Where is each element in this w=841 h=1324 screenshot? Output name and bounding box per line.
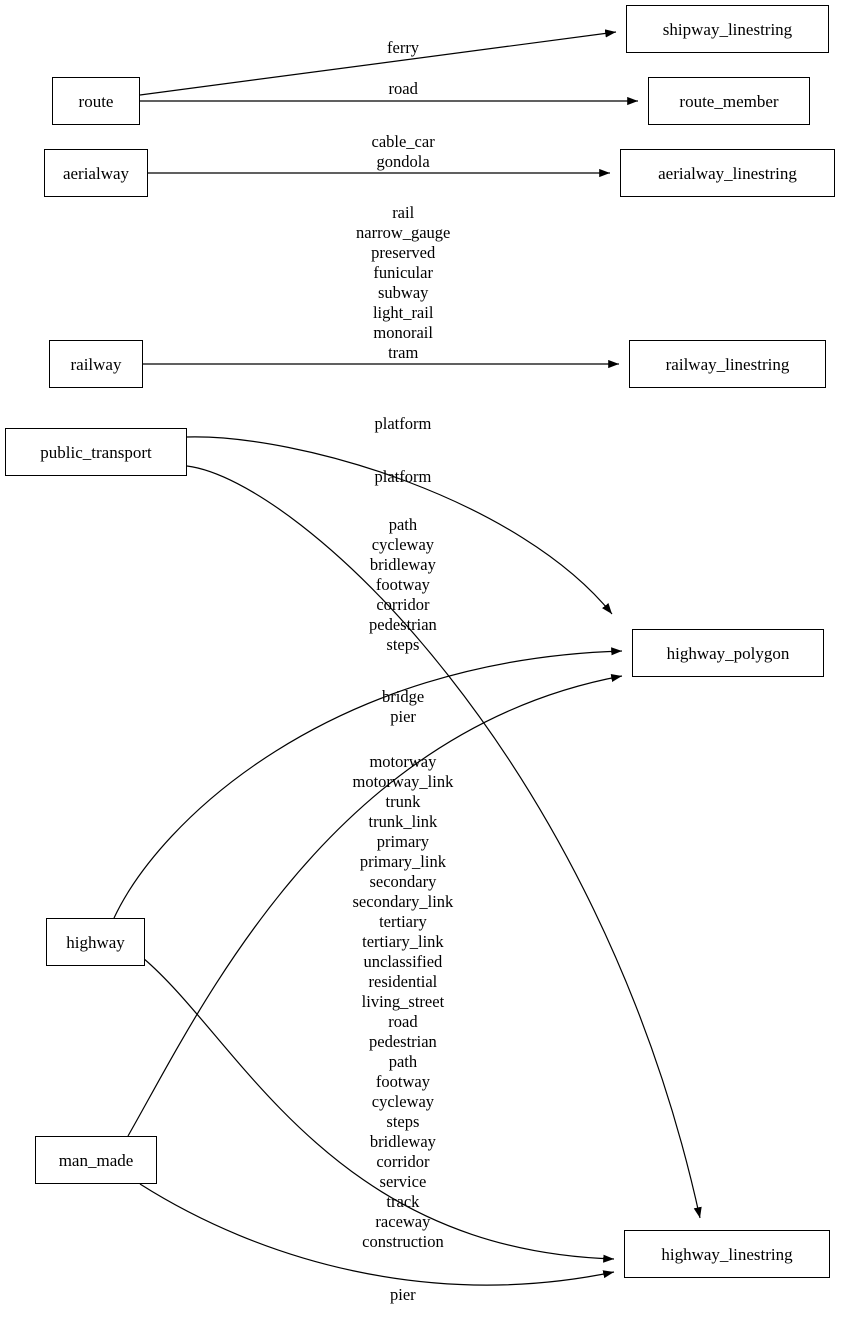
edge-label-line: path xyxy=(388,515,418,534)
edge-label-line: corridor xyxy=(376,1152,430,1171)
edge-label-line: cable_car xyxy=(371,132,435,151)
node-highway_polygon[interactable] xyxy=(632,629,824,677)
edge-label-line: secondary_link xyxy=(352,892,454,911)
node-aerialway_linestring[interactable] xyxy=(620,149,835,197)
edge-label-line: living_street xyxy=(361,992,445,1011)
edge-label-line: monorail xyxy=(373,323,433,342)
edge-label-line: track xyxy=(386,1192,420,1211)
node-label: highway_linestring xyxy=(661,1244,793,1264)
edge-label-line: platform xyxy=(374,414,432,433)
edge-label-line: steps xyxy=(386,1112,420,1131)
edge-label-railway-to-railway_linestring xyxy=(356,203,450,363)
edge-label-line: footway xyxy=(375,575,430,594)
node-public_transport[interactable] xyxy=(5,428,187,476)
node-label: shipway_linestring xyxy=(662,19,793,39)
edge-label-line: ferry xyxy=(387,38,420,57)
node-label: highway xyxy=(66,932,125,952)
edge-label-man_made-to-highway_polygon xyxy=(382,687,424,727)
edge-label-line: road xyxy=(388,1012,418,1031)
edge-label-line: subway xyxy=(377,283,429,302)
node-label: highway_polygon xyxy=(666,643,790,663)
edge-label-line: primary_link xyxy=(359,852,446,871)
node-label: public_transport xyxy=(40,442,152,462)
edge-label-line: unclassified xyxy=(363,952,443,971)
edge-label-line: bridleway xyxy=(369,1132,436,1151)
edge-label-line: rail xyxy=(392,203,415,222)
edge-label-line: secondary xyxy=(369,872,437,891)
edge-label-route-to-shipway_linestring xyxy=(387,38,419,58)
edge-label-line: service xyxy=(379,1172,427,1191)
edge-label-line: residential xyxy=(368,972,438,991)
edge-label-line: construction xyxy=(362,1232,444,1251)
node-label: railway_linestring xyxy=(665,354,790,374)
edge-label-line: pedestrian xyxy=(369,615,437,634)
node-aerialway[interactable] xyxy=(44,149,148,197)
edge-label-line: bridge xyxy=(382,687,425,706)
edge-label-line: trunk_link xyxy=(368,812,438,831)
edge-label-line: footway xyxy=(375,1072,430,1091)
edge-label-line: raceway xyxy=(375,1212,431,1231)
edge-label-line: tram xyxy=(388,343,419,362)
node-label: route xyxy=(78,91,114,111)
edge-label-line: preserved xyxy=(371,243,436,262)
edge-label-line: funicular xyxy=(373,263,433,282)
edge-label-aerialway-to-aerialway_linestring xyxy=(372,132,435,172)
edge-label-line: cycleway xyxy=(371,1092,435,1111)
node-railway_linestring[interactable] xyxy=(629,340,826,388)
node-label: man_made xyxy=(58,1150,134,1170)
node-label: aerialway_linestring xyxy=(658,163,797,183)
node-label: railway xyxy=(70,354,122,374)
edge-label-line: tertiary_link xyxy=(362,932,444,951)
edge-label-line: corridor xyxy=(376,595,430,614)
edge-label-highway-to-highway_linestring xyxy=(353,752,454,1252)
node-route[interactable] xyxy=(52,77,140,125)
edge-label-line: bridleway xyxy=(369,555,436,574)
edge-label-line: pedestrian xyxy=(369,1032,437,1051)
edge-label-line: steps xyxy=(386,635,420,654)
node-shipway_linestring[interactable] xyxy=(626,5,829,53)
node-man_made[interactable] xyxy=(35,1136,157,1184)
node-railway[interactable] xyxy=(49,340,143,388)
edge-label-line: motorway xyxy=(369,752,437,771)
edge-label-line: narrow_gauge xyxy=(356,223,451,242)
node-highway[interactable] xyxy=(46,918,145,966)
edge-label-highway-to-highway_polygon xyxy=(369,515,437,655)
edge-label-line: light_rail xyxy=(372,303,434,322)
edge-label-route-to-route_member xyxy=(389,79,418,99)
edge-label-line: cycleway xyxy=(371,535,435,554)
edge-label-public_transport-to-highway_polygon xyxy=(375,414,432,434)
node-route_member[interactable] xyxy=(648,77,810,125)
edge-label-man_made-to-highway_linestring xyxy=(390,1285,416,1305)
node-label: route_member xyxy=(679,91,779,111)
edge-label-line: pier xyxy=(390,707,416,726)
edge-label-line: platform xyxy=(374,467,432,486)
edge-label-line: road xyxy=(388,79,418,98)
edge-route-to-shipway_linestring xyxy=(140,32,616,95)
edge-label-line: pier xyxy=(390,1285,416,1304)
edge-label-public_transport-to-highway_linestring xyxy=(375,467,432,487)
edge-label-line: gondola xyxy=(376,152,430,171)
node-label: aerialway xyxy=(62,163,130,183)
edge-label-line: motorway_link xyxy=(352,772,454,791)
node-highway_linestring[interactable] xyxy=(624,1230,830,1278)
edge-label-line: primary xyxy=(376,832,430,851)
edge-label-line: trunk xyxy=(385,792,421,811)
edge-label-line: tertiary xyxy=(379,912,427,931)
edge-label-line: path xyxy=(388,1052,418,1071)
